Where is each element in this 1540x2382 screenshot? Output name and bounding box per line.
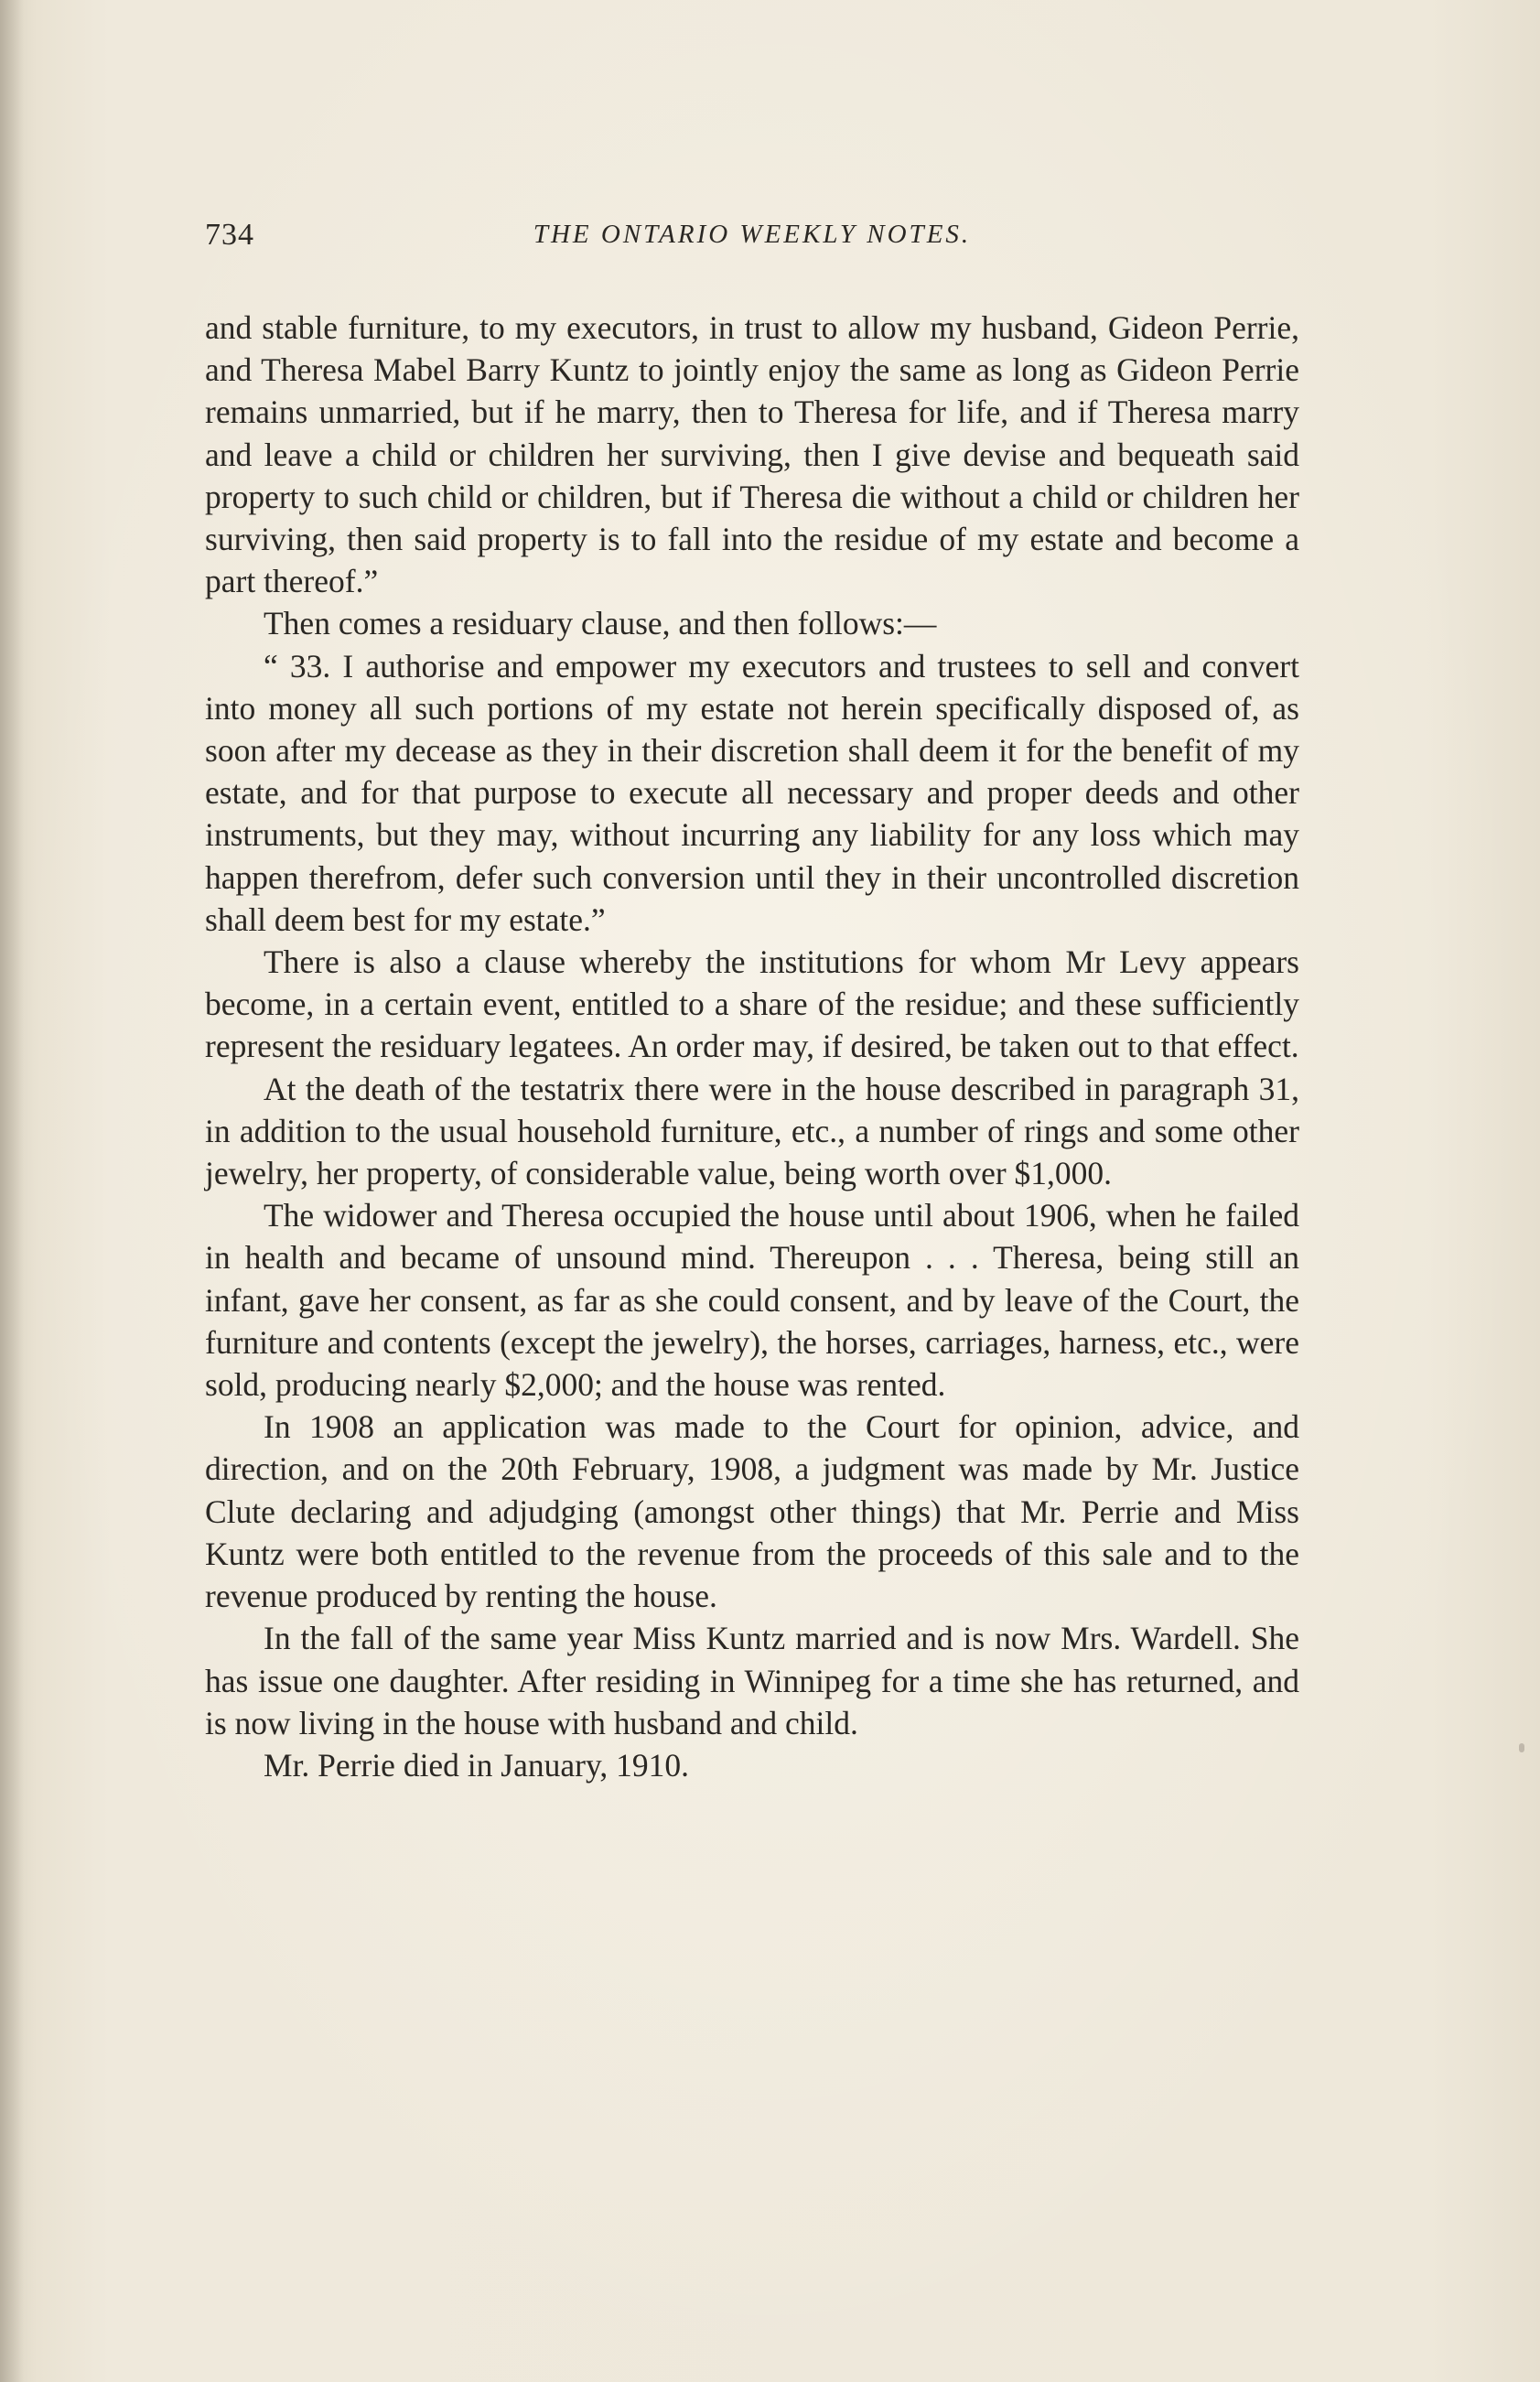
paragraph-widower: The widower and Theresa occupied the house until about 1906, when he failed in health and became of unsound mind. Thereupon . . . Theresa, being still an infant, gave her consent, as far as she could consent, and by leave of the Court, the furniture and contents (except the jewelry), the horses, carriages, harness, etc., were sold, producing nearly $2,000; and the house was rented. [205, 1197, 1299, 1404]
paragraph-death-of-testatrix: At the death of the testatrix there were in the house described in paragraph 31, in addition to the usual household furniture, etc., a number of rings and some other jewelry, her property, of considerable value, being worth over $1,000. [205, 1070, 1299, 1192]
spine-shadow [0, 0, 24, 2382]
paragraph-application-1908: In 1908 an application was made to the Court for opinion, advice, and direction, and on the 20th February, 1908, a judgment was made by Mr. Justice Clute declaring and adjudging (amongst other things) that Mr. Perrie and Miss Kuntz were both entitled to the revenue from the proceeds of this sale and to the revenue produced by renting the house. [205, 1408, 1299, 1615]
body-text [205, 307, 1299, 1786]
paragraph-clause-33: “ 33. I authorise and empower my executors and trustees to sell and convert into money all such portions of my estate not herein specifically disposed of, as soon after my decease as they in their discretion shall deem it for the benefit of my estate, and for that purpose to execute all necessary and proper deeds and other instruments, but they may, without incurring any liability for any loss which may happen therefrom, defer such conversion until they in their uncontrolled discretion shall deem best for my estate.” [205, 647, 1299, 938]
paragraph-quoted-bequest: and stable furniture, to my executors, in trust to allow my husband, Gideon Perrie, and Theresa Mabel Barry Kuntz to jointly enjoy the same as long as Gideon Perrie remains unmarried, but if he marry, then to Theresa for life, and if Theresa marry and leave a child or children her surviving, then I give devise and bequeath said property to such child or children, but if Theresa die without a child or children her surviving, then said property is to fall into the residue of my estate and become a part thereof.” [205, 309, 1299, 600]
page-number: 734 [205, 218, 254, 252]
running-title: THE ONTARIO WEEKLY NOTES. [533, 220, 972, 249]
paragraph-death-of-perrie: Mr. Perrie died in January, 1910. [264, 1746, 690, 1784]
page-header [205, 218, 1299, 264]
paragraph-residuary-intro: Then comes a residuary clause, and then follows:— [264, 605, 937, 642]
paragraph-marriage: In the fall of the same year Miss Kuntz married and is now Mrs. Wardell. She has issue one daughter. After residing in Winnipeg for a time she has returned, and is now living in the house with husband and child. [205, 1620, 1299, 1741]
paragraph-institutions: There is also a clause whereby the institutions for whom Mr Levy appears become, in a certain event, entitled to a share of the residue; and these sufficiently represent the residuary legatees. An order may, if desired, be taken out to that effect. [205, 943, 1299, 1065]
paper-mark [1519, 1743, 1524, 1752]
